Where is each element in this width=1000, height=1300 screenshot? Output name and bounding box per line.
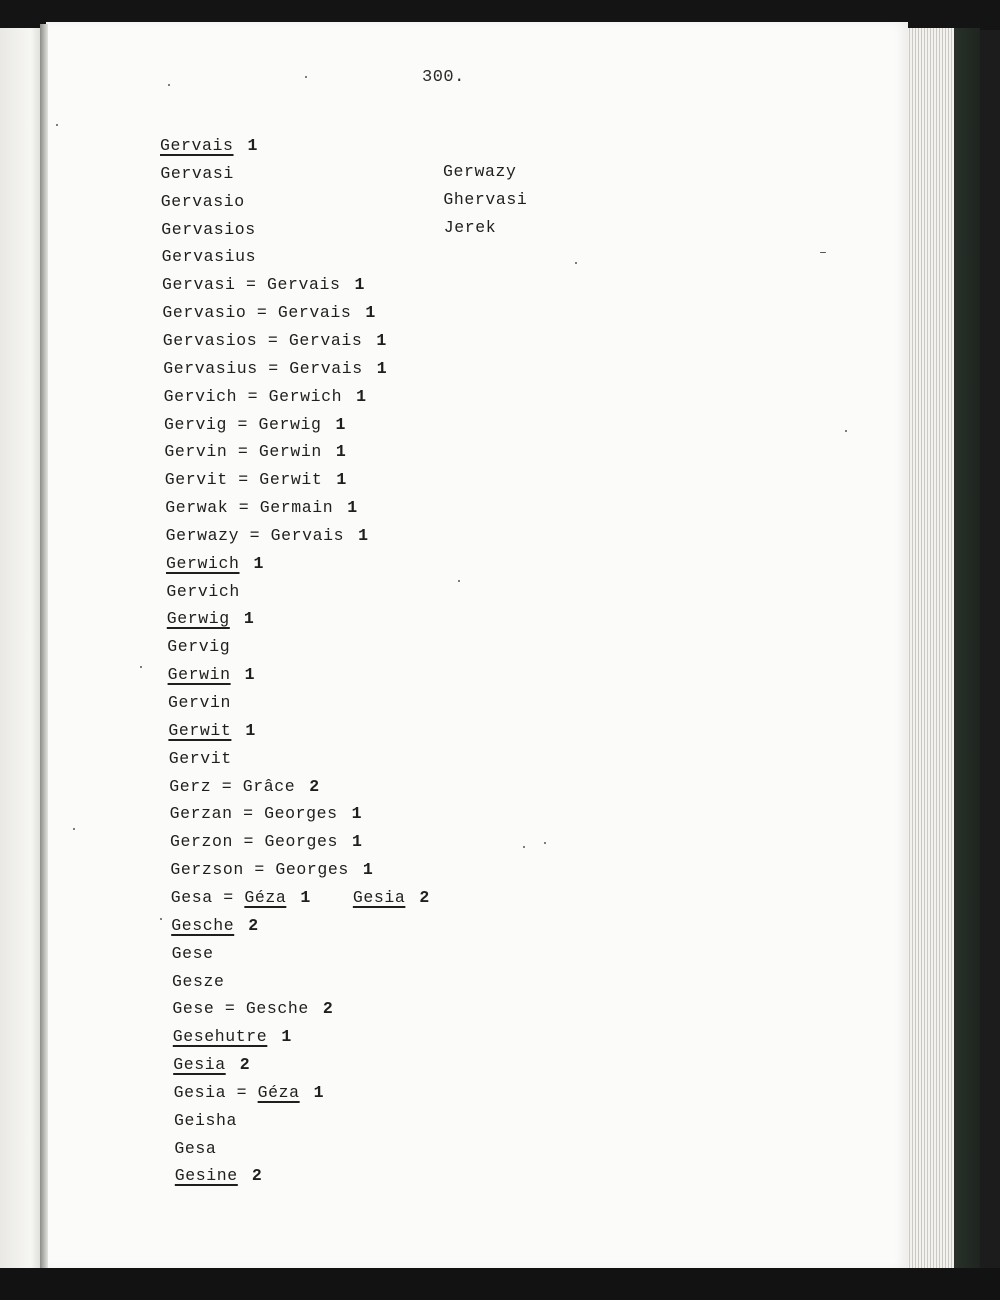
variant-item: Jerek [443,217,497,237]
entry-name: Gesze [172,971,225,991]
list-item [170,832,363,851]
paper-speck [305,76,307,78]
entry-name: Gervig = Gerwig [164,414,322,434]
list-item [173,1027,292,1046]
entry-count: 1 [352,832,363,852]
entry-name: Gervin [168,693,232,712]
list-item [162,247,257,266]
paper-speck [820,252,826,253]
entry-name: Gervich = Gerwich [163,386,343,406]
entry-name: Gesia = [173,1082,248,1102]
list-item [166,554,264,573]
paper-speck [140,666,142,668]
entry-name: Gervit = Gerwit [164,470,323,490]
list-item [171,916,259,935]
list-item [169,749,232,768]
entry-count: 1 [358,525,369,545]
entry-count: 1 [362,860,374,880]
entry-name: Geisha [174,1110,238,1130]
entry-name: Gervasios [161,219,256,239]
entry-count: 1 [300,887,311,907]
list-item [164,442,346,461]
paper-speck [168,84,170,86]
list-item [168,693,231,712]
list-item [168,721,256,740]
entry-target: Géza [244,887,287,907]
list-item [171,888,430,907]
entry-name: Gervasius [161,247,257,267]
list-item [170,804,363,823]
entry-name: Gervin = Gerwin [164,442,322,462]
entry-name: Gerz = Grâce [169,776,296,796]
paper-speck [575,262,577,264]
entry-name: Gerzon = Georges [170,832,339,852]
list-item [162,303,376,322]
list-item [163,331,387,350]
list-item [172,972,225,991]
entry-name: Gervasio [160,191,245,211]
entry-count: 1 [247,136,259,155]
entry-extra-count: 2 [419,887,430,907]
entry-count: 1 [245,720,256,740]
entry-count: 1 [351,804,363,824]
paper-speck [544,842,546,844]
list-item [174,1111,237,1130]
list-item [170,860,373,879]
left-page-edge [0,28,45,1272]
entry-count: 1 [243,609,255,629]
entry-name: Gervig [167,637,231,657]
entry-count: 1 [253,553,265,573]
entry-count: 1 [313,1082,325,1102]
entry-count: 2 [251,1166,263,1186]
list-item [172,999,333,1018]
list-item [172,944,214,963]
list-item [165,470,347,489]
entry-name: Gese = Gesche [172,999,309,1019]
entry-name: Gerwig [166,609,230,629]
list-item [160,136,258,155]
entry-count: 2 [239,1055,251,1075]
entry-name: Gerzson = Georges [170,860,349,880]
entry-extra-name: Gesia [352,887,406,907]
paper-speck [458,580,460,582]
entry-name: Gesche [171,915,235,935]
entry-name: Gervich [166,581,240,601]
list-item [163,359,387,378]
list-item [164,415,346,434]
entry-name: Gesia [173,1055,226,1075]
entry-name: Gese [171,943,214,963]
list-item [162,275,365,294]
list-item [160,164,234,183]
paper-speck [523,846,525,848]
paper-speck [845,430,847,432]
list-item [167,609,255,628]
entry-count: 1 [347,498,358,518]
list-item [169,777,320,796]
list-item [166,582,240,601]
book-cover-bottom [0,1268,1000,1300]
entry-name: Gerwak = Germain [165,498,334,518]
entry-count: 1 [281,1027,292,1047]
entry-name: Gervit [168,748,232,768]
entry-name: Gesa [174,1138,217,1158]
entry-name: Gervasi [160,163,234,183]
list-item [174,1139,216,1158]
entry-count: 1 [335,442,347,462]
list-item [165,498,358,517]
entry-count: 2 [309,776,320,796]
entry-count: 1 [244,665,256,685]
list-item [161,220,256,239]
entry-name: Gervasi = Gervais [162,275,341,295]
entry-count: 1 [376,358,388,378]
list-item [168,665,256,684]
variant-item: Gerwazy [443,162,517,181]
entry-count: 2 [322,999,334,1019]
list-item [174,1083,325,1102]
paper-speck [56,124,58,126]
entry-name: Gerwich [166,553,240,573]
entry-name: Gerwit [168,720,232,740]
variant-item: Ghervasi [443,189,528,209]
entry-count: 1 [365,303,376,323]
entry-target: Géza [257,1082,300,1102]
entry-count: 1 [356,386,367,406]
list-item [173,1055,250,1074]
entry-count: 1 [335,414,347,434]
entry-name: Gervasius = Gervais [163,358,363,378]
list-item [164,387,367,406]
list-item [166,526,369,545]
entry-name: Gesehutre [172,1027,268,1047]
entry-count: 1 [336,470,347,490]
entry-name: Gervasio = Gervais [162,303,352,323]
page-number: 300. [422,68,465,87]
spine-shadow [40,24,48,1274]
list-item [167,637,230,656]
list-item [175,1166,263,1185]
paper-speck [160,918,162,920]
entry-name: Gerwazy = Gervais [165,525,345,545]
entry-name: Gesa = [170,887,234,907]
entry-count: 1 [354,275,366,295]
paper-speck [73,828,75,830]
entry-count: 1 [376,330,387,350]
entry-name: Gervais [160,136,234,155]
entry-count: 2 [248,915,259,935]
list-item [161,192,245,211]
entry-name: Gerwin [167,665,231,685]
entry-name: Gerzan = Georges [169,804,338,824]
entry-name: Gervasios = Gervais [162,330,363,350]
entry-name: Gesine [174,1166,238,1186]
